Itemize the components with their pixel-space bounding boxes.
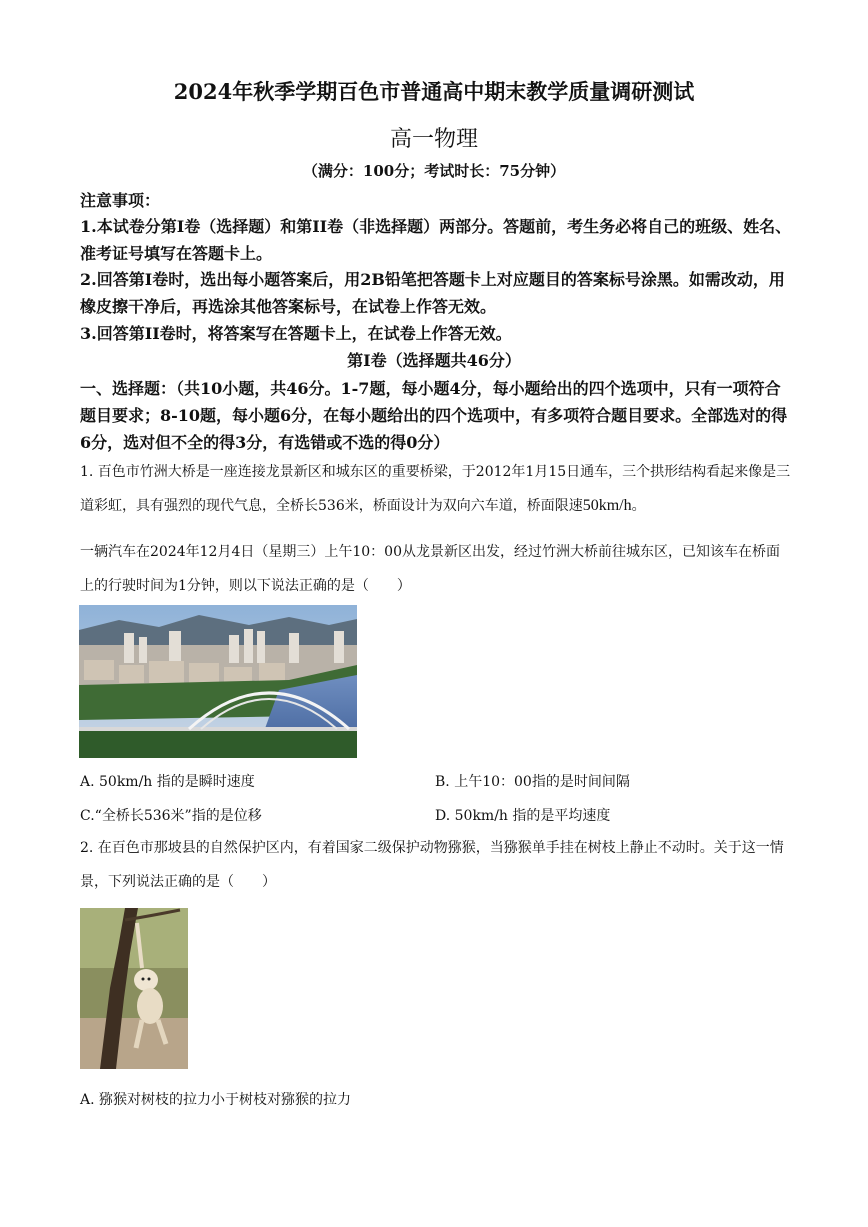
notice-item-1: 1.本试卷分第I卷（选择题）和第II卷（非选择题）两部分。答题前，考生务必将自己的班级、姓名、准考证号填写在答题卡上。 <box>80 217 792 263</box>
question-1-text-b: 。 <box>631 498 646 514</box>
monkey-illustration <box>80 908 188 1069</box>
monkey-photo <box>80 908 188 1069</box>
question-2-stem: 2. 在百色市那坡县的自然保护区内，有着国家二级保护动物猕猴，当猕猴单手挂在树枝上静止不动时。关于这一情景，下列说法正确的是（ ） <box>80 840 784 890</box>
exam-title: 2024年秋季学期百色市普通高中期末教学质量调研测试 <box>173 79 695 104</box>
q1-option-b[interactable]: B. 上午10：00指的是时间间隔 <box>435 774 630 790</box>
question-1-stem <box>80 455 792 523</box>
q2-option-a[interactable]: A. 猕猴对树枝的拉力小于树枝对猕猴的拉力 <box>80 1092 352 1108</box>
q1-option-a[interactable]: A. 50km/h 指的是瞬时速度 <box>80 774 255 790</box>
q1-option-d[interactable]: D. 50km/h 指的是平均速度 <box>435 808 611 824</box>
notice-item-3: 3.回答第II卷时，将答案写在答题卡上，在试卷上作答无效。 <box>80 324 512 343</box>
bridge-photo <box>79 605 357 758</box>
subject-title: 高一物理 <box>389 127 478 152</box>
bridge-illustration <box>79 605 357 758</box>
section-instruction: 一、选择题：（共10小题，共46分。1-7题，每小题4分，每小题给出的四个选项中，只有一项符合题目要求；8-10题，每小题6分，在每小题给出的四个选项中，有多项符合题目要求。全部选对的得6分，选对但不全的得3分，有选错或不选的得0分） <box>80 379 788 452</box>
speed-limit: 50km/h <box>582 497 632 514</box>
question-1-text-a: 1. 百色市竹洲大桥是一座连接龙景新区和城东区的重要桥梁，于2012年1月15日通车，三个拱形结构看起来像是三道彩虹，具有强烈的现代气息，全桥长536米，桥面设计为双向六车道，桥面限速 <box>80 464 791 514</box>
notice-item-2: 2.回答第I卷时，选出每小题答案后，用2B铅笔把答题卡上对应题目的答案标号涂黑。如需改动，用橡皮擦干净后，再选涂其他答案标号，在试卷上作答无效。 <box>80 270 785 316</box>
notice-heading: 注意事项： <box>80 191 161 210</box>
exam-meta: （满分：100分；考试时长：75分钟） <box>302 162 566 180</box>
section-heading: 第I卷（选择题共46分） <box>347 351 521 370</box>
question-1-text-c: 一辆汽车在2024年12月4日（星期三）上午10：00从龙景新区出发，经过竹洲大桥前往城东区，已知该车在桥面上的行驶时间为1分钟，则以下说法正确的是（ ） <box>80 544 780 594</box>
q1-option-c[interactable]: C.“全桥长536米”指的是位移 <box>80 808 262 824</box>
